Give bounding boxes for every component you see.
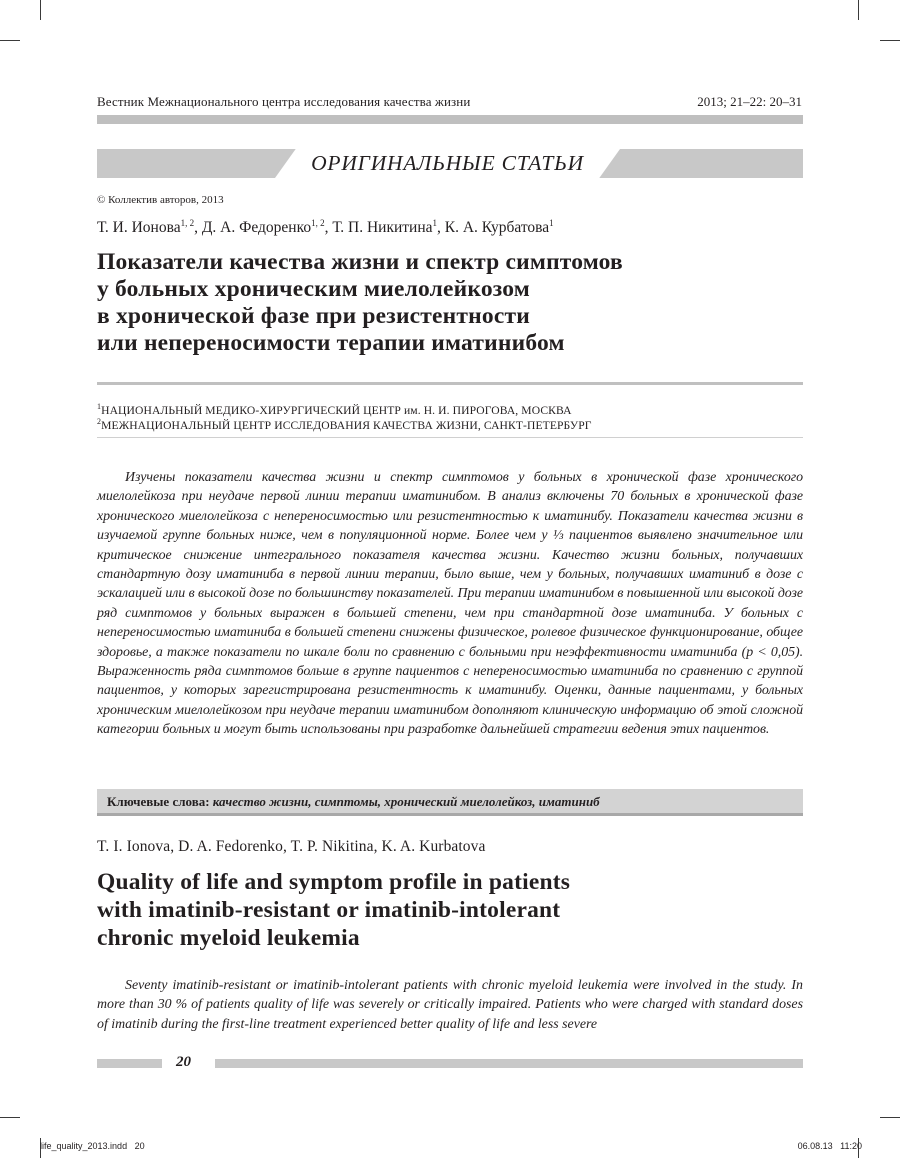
author: , К. А. Курбатова bbox=[437, 219, 550, 237]
title-line: в хронической фазе при резистентности bbox=[97, 303, 530, 329]
author-affiliation: 1 bbox=[549, 218, 554, 228]
crop-mark bbox=[40, 0, 41, 20]
title-line: у больных хроническим миелолейкозом bbox=[97, 276, 530, 302]
footer-bar bbox=[215, 1059, 803, 1068]
title-line: или непереносимости терапии иматинибом bbox=[97, 330, 565, 356]
article-title-ru bbox=[97, 249, 797, 357]
crop-mark bbox=[0, 40, 20, 41]
abstract-ru: Изучены показатели качества жизни и спектр симптомов у больных в хронической фазе хронического миелолейкоза при неудаче первой линии терапии иматинибом. В анализ включены 70 больных в хронической фазе хронического миелолейкоза с непереносимостью или резистентностью к иматинибу. Показатели качества жизни в изучаемой группе больных ниже, чем в популяционной норме. Более чем у ⅓ пациентов выявлено значительное или критическое снижение интегрального показателя качества жизни. Качество жизни больных, получавших стандартную дозу иматиниба в первой линии терапии, было выше, чем у больных, получавших иматиниб в дозе с эскалацией или в высокой дозе по большинству показателей. При терапии иматинибом в повышенной или высокой дозе ряд симптомов у больных выражен в большей степени, чем при стандартной дозе иматиниба. У больных с непереносимостью иматиниба в большей степени снижены физическое, ролевое физическое функционирование, общее здоровье, а также показатели по шкале боли по сравнению с больными при неэффективности иматиниба (p < 0,05). Выраженность ряда симптомов больше в группе пациентов с непереносимостью иматиниба по сравнению с группой пациентов, у которых зарегистрирована резистентность к иматинибу. Оценки, данные пациентами, у больных хроническим миелолейкозом при неудаче терапии иматинибом дополняют клиническую информацию об этой сложной категории больных и могут быть использованы при разработке дальнейшей стратегии ведения этих пациентов. bbox=[97, 470, 803, 738]
footer-bar bbox=[97, 1059, 162, 1068]
affiliation-rule bbox=[97, 437, 803, 438]
keywords-list: качество жизни, симптомы, хронический миелолейкоз, иматиниб bbox=[212, 794, 600, 809]
author: Т. И. Ионова bbox=[97, 219, 181, 237]
crop-mark bbox=[0, 1117, 20, 1118]
author-affiliation: 1, 2 bbox=[311, 218, 325, 228]
title-line: with imatinib-resistant or imatinib-intolerant bbox=[97, 897, 561, 923]
section-title: ОРИГИНАЛЬНЫЕ СТАТЬИ bbox=[311, 151, 584, 175]
header-rule bbox=[97, 115, 803, 124]
page-number: 20 bbox=[176, 1054, 191, 1070]
title-line: chronic myeloid leukemia bbox=[97, 925, 360, 951]
crop-mark bbox=[880, 40, 900, 41]
affiliation-number: 2 bbox=[97, 417, 102, 426]
crop-mark bbox=[858, 0, 859, 20]
journal-title: Вестник Межнационального центра исследования качества жизни bbox=[97, 94, 471, 109]
article-title-en bbox=[97, 868, 797, 952]
affiliation-text: НАЦИОНАЛЬНЫЙ МЕДИКО-ХИРУРГИЧЕСКИЙ ЦЕНТР им. Н. И. ПИРОГОВА, МОСКВА bbox=[101, 403, 572, 417]
keywords bbox=[107, 794, 600, 810]
copyright: © Коллектив авторов, 2013 bbox=[97, 194, 224, 206]
author: , Т. П. Никитина bbox=[324, 219, 433, 237]
affiliation-number: 1 bbox=[97, 402, 102, 411]
authors-ru bbox=[97, 218, 554, 237]
crop-mark bbox=[880, 1117, 900, 1118]
author: , Д. А. Федоренко bbox=[194, 219, 312, 237]
author-affiliation: 1 bbox=[432, 218, 438, 228]
authors-en: T. I. Ionova, D. A. Fedorenko, T. P. Nikitina, K. A. Kurbatova bbox=[97, 838, 486, 855]
abstract-en: Seventy imatinib-resistant or imatinib-intolerant patients with chronic myeloid leukemia were involved in the study. In more than 30 % of patients quality of life was severely or critically impaired. Patients who were charged with standard doses of imatinib during the first-line treatment experienced better quality of life and less severe bbox=[97, 978, 803, 1032]
affiliation-2 bbox=[97, 417, 592, 432]
title-line: Показатели качества жизни и спектр симптомов bbox=[97, 249, 623, 275]
issue-info: 2013; 21–22: 20–31 bbox=[697, 94, 802, 109]
author-affiliation: 1, 2 bbox=[180, 218, 195, 228]
print-slug-date: 06.08.13 11:20 bbox=[797, 1141, 862, 1151]
affiliation-text: МЕЖНАЦИОНАЛЬНЫЙ ЦЕНТР ИССЛЕДОВАНИЯ КАЧЕСТВА ЖИЗНИ, САНКТ-ПЕТЕРБУРГ bbox=[101, 418, 592, 432]
keywords-band-shadow bbox=[97, 813, 803, 816]
title-rule bbox=[97, 382, 803, 385]
title-line: Quality of life and symptom profile in patients bbox=[97, 869, 571, 895]
affiliation-1 bbox=[97, 402, 572, 417]
keywords-label: Ключевые слова: bbox=[107, 794, 210, 809]
print-slug-file: life_quality_2013.indd 20 bbox=[40, 1141, 145, 1151]
